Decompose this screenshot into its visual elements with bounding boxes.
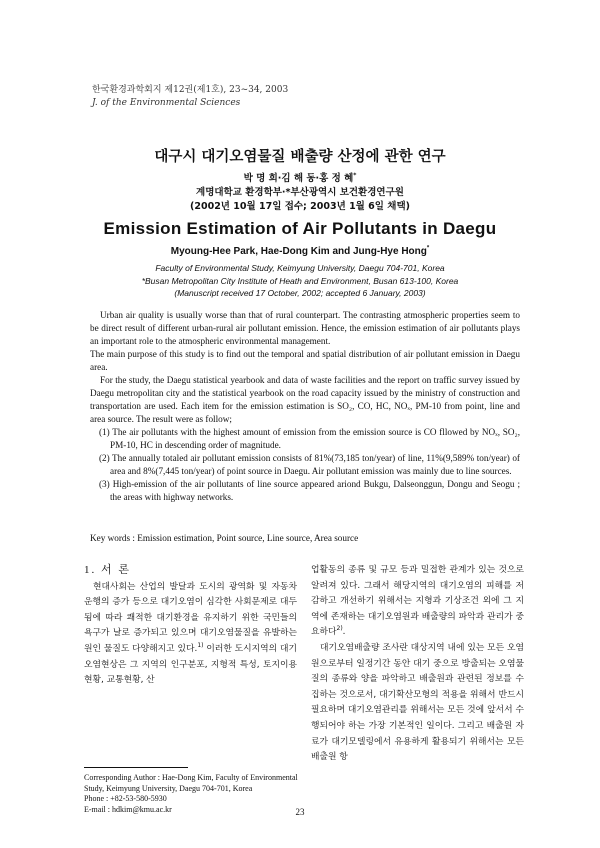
korean-received-date: (2002년 10월 17일 접수; 2003년 1월 6일 채택) <box>190 201 410 212</box>
abstract <box>90 309 520 504</box>
keywords: Key words : Emission estimation, Point source, Line source, Area source <box>90 533 359 543</box>
section-heading: 1. 서 론 <box>84 564 132 576</box>
body-paragraph <box>311 563 524 641</box>
corresponding-author: Corresponding Author : Hae-Dong Kim, Faculty of Environmental Study, Keimyung University, Daegu 704-701, Korea <box>84 773 298 793</box>
body-paragraph: 대기오염배출량 조사란 대상지역 내에 있는 모든 오염원으로부터 일정기간 동안 대기 중으로 방출되는 오염물질의 종류와 양을 파악하고 배출원과 관련된 정보를 수집하는 것으로서, 대기확산모형의 적용을 위해서 반드시 필요하며 대기오염관리를 위해서는 모든 것에 앞서서 수행되어야 하는 가장 기본적인 일이다. 그리고 배출원 자료가 대기모델링에서 유용하게 활용되기 위해서는 모든 배출원 항 <box>311 642 524 763</box>
body-text: . <box>342 627 346 638</box>
korean-author-names: 박 명 희·김 해 동·홍 정 혜 <box>243 173 354 184</box>
email: E-mail : hdkim@kmu.ac.kr <box>84 804 172 814</box>
left-column <box>84 563 297 689</box>
english-affiliation-1: Faculty of Environmental Study, Keimyung University, Daegu 704-701, Korea <box>155 263 445 273</box>
korean-title: 대구시 대기오염물질 배출량 산정에 관한 연구 <box>154 149 446 165</box>
korean-author-mark: * <box>353 171 357 179</box>
english-author-mark: * <box>426 245 430 252</box>
korean-authors <box>0 172 600 186</box>
english-affiliation-block <box>0 262 600 300</box>
abstract-result-item: (1) The air pollutants with the highest amount of emission from the emission source is CO fllowed by NOₓ, SO₂, PM-10, HC in descending order of magnitude. <box>99 427 520 450</box>
phone: Phone : +82-53-580-5930 <box>84 794 167 803</box>
footnote-rule <box>84 767 188 768</box>
page-number: 23 <box>295 807 305 817</box>
journal-name-english: J. of the Environmental Sciences <box>92 98 241 108</box>
abstract-result-item: (2) The annually totaled air pollutant emission consists of 81%(73,185 ton/year) of line, 11%(9,589% ton/year) of area and 8%(7,445 ton/year) of point source in Daegu. Air pollutant emission was mainly due to line sources. <box>99 453 520 476</box>
reference-mark: 1) <box>197 642 204 650</box>
right-column <box>311 563 524 766</box>
english-authors <box>0 246 600 257</box>
reference-mark: 2) <box>336 625 343 633</box>
abstract-result-item: (3) High-emission of the air pollutants of line source appeared ariond Bukgu, Dalseonggun, Dongu and Seogu ; the areas with highway networks. <box>99 479 520 502</box>
body-text: 이러한 도시지역의 대기오염현상은 그 지역의 인구분포, 지형적 특성, 토지이용현황, 교통현황, 산 <box>84 643 297 686</box>
body-text: 현대사회는 산업의 발달과 도시의 광역화 및 자동차 운행의 증가 등으로 대기오염이 심각한 사회문제로 대두됨에 따라 쾌적한 대기환경을 유지하기 위한 국민들의 욕구가 날로 증가되고 있으며 대기오염물질을 유발하는 원인 물질도 다양해지고 있다. <box>84 581 297 654</box>
korean-affiliation: 계명대학교 환경학부·*부산광역시 보건환경연구원 <box>196 187 404 198</box>
journal-header <box>92 84 288 110</box>
abstract-paragraph: The main purpose of this study is to find out the temporal and spatial distribution of air pollutant emission in Daegu area. <box>90 349 520 372</box>
abstract-paragraph: For the study, the Daegu statistical yearbook and data of waste facilities and the report on traffic survey issued by Daegu metropolitan city and the statistical yearbook on the road capacity issued by the ministry of construction and transportation are used. Each item for the emission estimation is SO₂, CO, HC, NOₓ, PM-10 from point, line and area source. The result were as follow; <box>90 375 520 424</box>
english-received-date: (Manuscript received 17 October, 2002; accepted 6 January, 2003) <box>174 288 426 298</box>
english-title: Emission Estimation of Air Pollutants in Daegu <box>103 219 497 238</box>
body-paragraph <box>84 580 297 689</box>
english-author-names: Myoung-Hee Park, Hae-Dong Kim and Jung-Hye Hong <box>170 246 427 257</box>
journal-name-korean: 한국환경과학회지 제12권(제1호), 23~34, 2003 <box>92 85 289 95</box>
english-affiliation-2: *Busan Metropolitan City Institute of Heath and Environment, Busan 613-100, Korea <box>141 275 459 286</box>
abstract-paragraph: Urban air quality is usually worse than that of rural counterpart. The contrasting atmospheric properties seem to be direct result of different urban-rural air pollutant emission. Hence, the emission estimation of air pollutants plays an important role to the atmospheric environmental management. <box>90 310 520 346</box>
korean-author-block <box>0 172 600 214</box>
body-text: 업활동의 종류 및 규모 등과 밀접한 관계가 있는 것으로 알려져 있다. 그래서 해당지역의 대기오염의 피해를 저감하고 개선하기 위해서는 지형과 기상조건 외에 그 지역에 존재하는 대기오염원과 배출량의 파악과 관리가 중요하다 <box>311 565 524 638</box>
